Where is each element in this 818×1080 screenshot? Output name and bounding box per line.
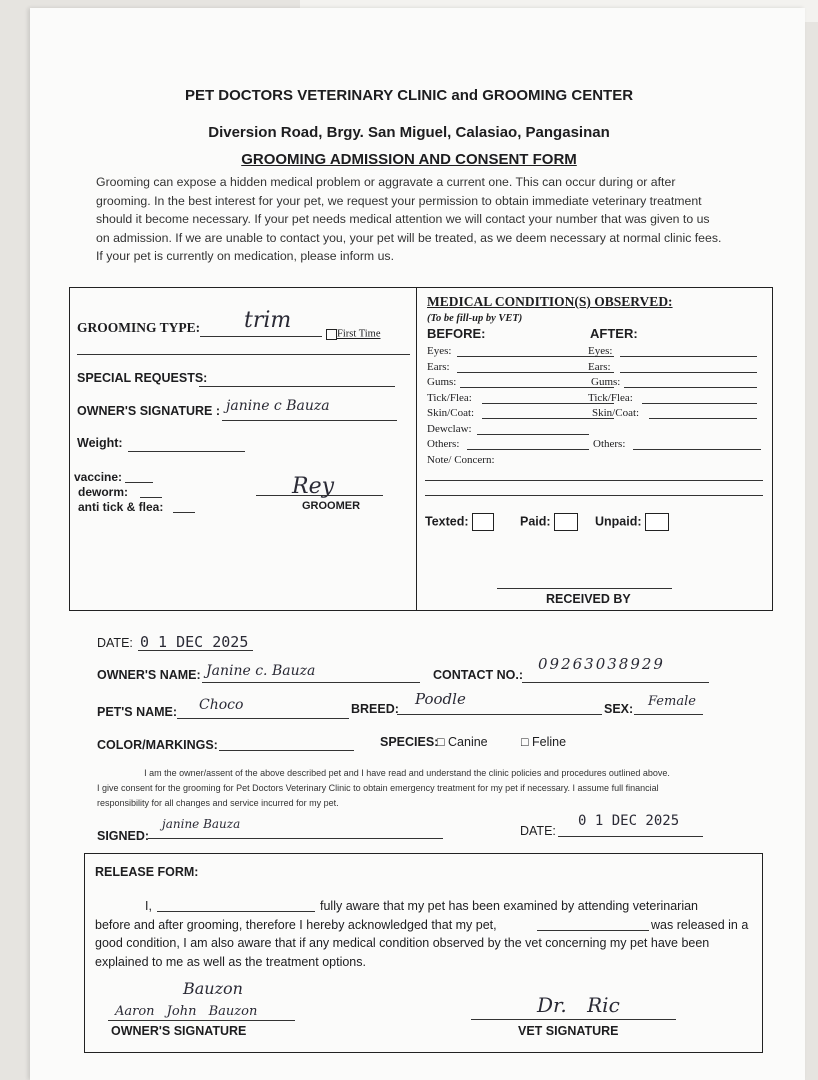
first-time-label: First Time [337,328,381,340]
vaccine-label: vaccine: [74,470,123,484]
release-line [95,897,757,916]
release-i-label: I, [145,899,152,913]
medical-row [427,406,767,422]
weight-label: Weight: [77,436,123,450]
owner-signature-footer-label: OWNER'S SIGNATURE [111,1024,247,1038]
signed-signature[interactable]: janine Bauza [162,817,241,831]
date-label: DATE: [97,636,133,650]
medical-row [427,375,767,391]
consent-line: I am the owner/assent of the above described pet and I have read and understand the clinic policies and procedures outlined above. [144,768,670,778]
feline-option[interactable]: □ Feline [521,735,567,749]
intro-line: on admission. If we are unable to contact you, your pet will be treated, as we deem necessary at normal clinic fees. [96,230,722,245]
before-label: BEFORE: [427,326,486,341]
medical-title: MEDICAL CONDITION(S) OBSERVED: [427,294,673,309]
intro-line: should it become necessary. If your pet needs medical attention we will contact your number that was given to us [96,212,710,226]
checkbox-square[interactable] [326,329,337,340]
owner-signature-label: OWNER'S SIGNATURE : [77,404,221,418]
medical-subtitle: (To be fill-up by VET) [427,313,523,324]
before-eyes-label: Eyes: [427,345,452,357]
others-after-label: Others: [593,438,626,450]
owner-signature-name[interactable]: Aaron John Bauzon [115,1004,258,1019]
breed-value[interactable]: Poodle [415,690,466,708]
intro-line: grooming. In the best interest for your pet, we request your permission to obtain immediate veterinary treatment [96,193,702,208]
release-line4: explained to me as well as the treatment options. [95,954,366,969]
clinic-address: Diversion Road, Brgy. San Miguel, Calasiao, Pangasinan [208,124,610,141]
signed-label: SIGNED: [97,829,150,843]
species-label: SPECIES: [380,735,439,749]
after-tick-label: Tick/Flea: [588,391,633,404]
medical-rows [427,344,767,468]
special-requests-label: SPECIAL REQUESTS: [77,371,208,385]
groomer-label: GROOMER [302,500,361,512]
before-gums-label: Gums: [427,376,457,388]
release-line2: before and after grooming, therefore I hereby acknowledged that my pet, [95,917,497,932]
after-ears-label: Ears: [588,360,611,373]
signed-date-stamp[interactable]: 0 1 DEC 2025 [578,813,680,829]
medical-row [427,453,767,469]
box-divider [416,288,417,610]
release-text [95,897,757,971]
vet-signature-label: VET SIGNATURE [518,1024,619,1038]
consent-paragraph [97,766,717,811]
note-label: Note/ Concern: [427,453,495,466]
owner-signature-scribble[interactable]: Bauzon [183,979,243,998]
contact-label: CONTACT NO.: [433,668,524,682]
canine-option[interactable]: □ Canine [437,735,488,749]
groomer-signature[interactable]: Rey [292,474,335,499]
consent-line: responsibility for all changes and service incurred for my pet. [97,798,339,808]
contact-value[interactable]: 09263038929 [538,655,665,673]
before-skin-label: Skin/Coat: [427,407,475,419]
unpaid-field [595,513,669,531]
color-markings-label: COLOR/MARKINGS: [97,738,218,752]
release-title: RELEASE FORM: [95,865,199,879]
anti-tick-label: anti tick & flea: [78,500,164,514]
after-label: AFTER: [590,326,638,341]
others-before-label: Others: [427,438,460,450]
paid-label: Paid: [520,514,551,529]
grooming-type-label: GROOMING TYPE: [77,320,201,335]
owner-name-value[interactable]: Janine c. Bauza [206,663,316,679]
received-by-label: RECEIVED BY [546,592,631,606]
pet-name-value[interactable]: Choco [199,697,244,713]
intro-line: Grooming can expose a hidden medical problem or aggravate a current one. This can occur during or after [96,175,676,189]
medical-row [427,422,767,438]
breed-label: BREED: [351,702,399,716]
medical-row [427,437,767,453]
unpaid-label: Unpaid: [595,514,642,529]
date-stamp[interactable]: 0 1 DEC 2025 [140,633,249,651]
after-gums-label: Gums: [591,376,621,388]
release-line1: fully aware that my pet has been examined by attending veterinarian [320,899,699,913]
before-tick-label: Tick/Flea: [427,391,472,404]
form-title: GROOMING ADMISSION AND CONSENT FORM [241,151,577,168]
owner-name-label: OWNER'S NAME: [97,668,201,682]
first-time-checkbox[interactable] [326,328,380,340]
intro-paragraph [96,173,726,266]
release-line3: good condition, I am also aware that if any medical condition observed by the vet concerning my pet have been [95,936,710,950]
intro-line: If your pet is currently on medication, please inform us. [96,249,394,263]
medical-row [427,344,767,360]
vet-signature-value[interactable]: Dr. Ric [537,993,620,1017]
paid-field [520,513,578,531]
after-skin-label: Skin/Coat: [592,407,640,419]
release-line [95,916,757,935]
sex-value[interactable]: Female [648,694,696,709]
clinic-name: PET DOCTORS VETERINARY CLINIC and GROOMING CENTER [184,87,634,104]
grooming-type-value[interactable]: trim [244,308,292,333]
deworm-label: deworm: [78,485,129,499]
pet-name-label: PET'S NAME: [97,705,178,719]
paid-checkbox[interactable] [554,513,578,531]
before-ears-label: Ears: [427,360,450,373]
sex-label: SEX: [604,702,634,716]
owner-signature-value[interactable]: janine c Bauza [226,398,330,414]
texted-label: Texted: [425,514,469,529]
release-line2-end: was released in a [651,917,749,932]
texted-field [425,513,494,531]
unpaid-checkbox[interactable] [645,513,669,531]
medical-row [427,360,767,376]
dewclaw-label: Dewclaw: [427,422,472,435]
after-eyes-label: Eyes: [588,345,613,357]
consent-line: I give consent for the grooming for Pet Doctors Veterinary Clinic to obtain emergency treatment for my pet if necessary. I assume full financial [97,783,659,793]
signed-date-label: DATE: [520,824,556,838]
medical-row [427,391,767,407]
texted-checkbox[interactable] [472,513,494,531]
